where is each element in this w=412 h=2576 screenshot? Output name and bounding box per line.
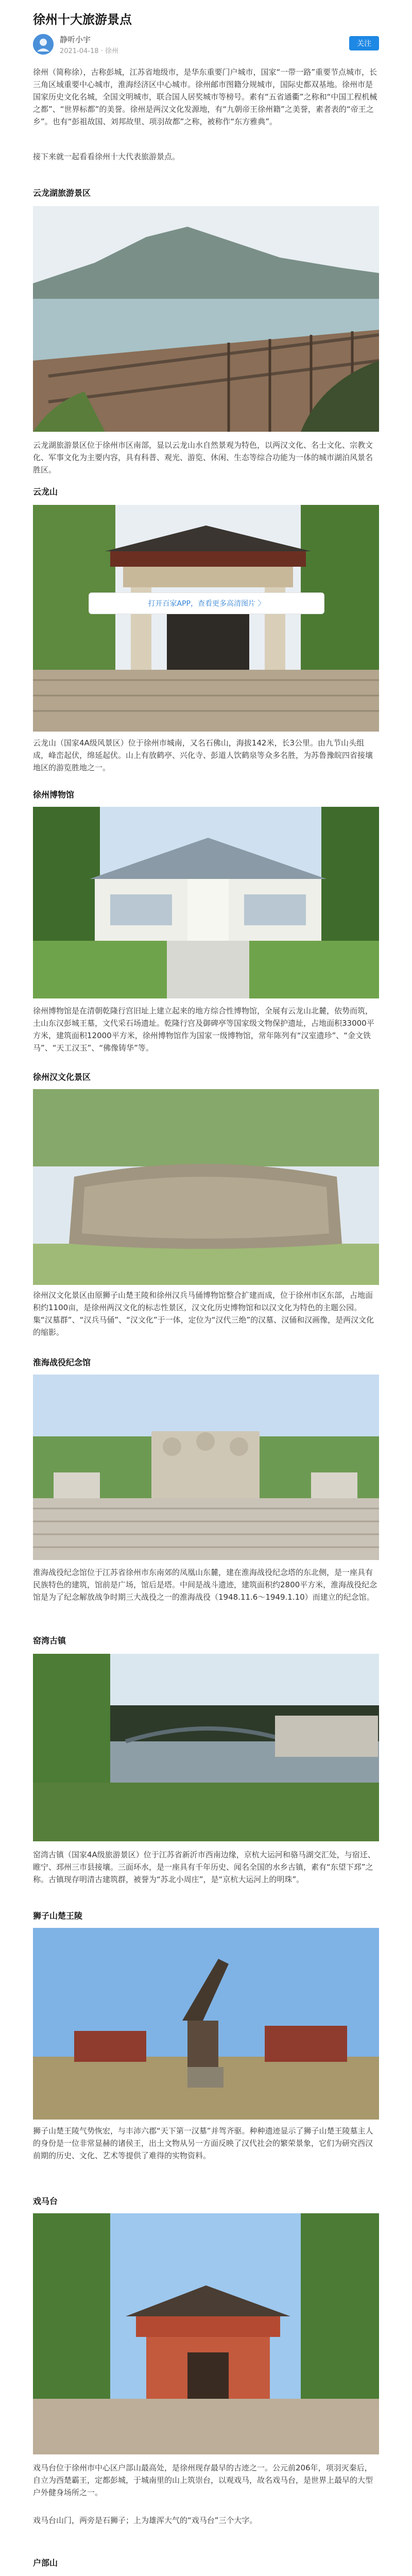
section-heading-huaihai-memorial: 淮海战役纪念馆 <box>33 1358 91 1367</box>
follow-button[interactable]: 关注 <box>349 36 379 50</box>
paragraph-han-culture: 徐州汉文化景区由原狮子山楚王陵和徐州汉兵马俑博物馆整合扩建而成，位于徐州市区东部，占地面积约1100亩，是徐州两汉文化的标志性景区，汉文化历史博物馆和以汉文化为特色的主题公园。集“汉墓群”、“汉兵马俑”、“汉文化”于一体，定位为“汉代三绝”的汉墓、汉俑和汉画像，是两汉文化的缩影。 <box>33 1291 374 1337</box>
paragraph-lion-mountain: 狮子山楚王陵气势恢宏，与丰沛六郡“天下第一汉墓”并驾齐驱。种种遗迹显示了狮子山楚王陵墓主人的身份是一位非常显赫的诸侯王，出土文物从另一方面反映了汉代社会的繁荣景象，它们为研究西汉前期的历史、文化、艺术等提供了难得的实物资料。 <box>33 2126 373 2160</box>
avatar-icon[interactable] <box>33 34 54 55</box>
section-heading-ximatai: 戏马台 <box>33 2196 58 2206</box>
paragraph-ximatai: 戏马台位于徐州市中心区户部山最高处，是徐州现存最早的古迹之一。公元前206年，项羽灭秦后，自立为西楚霸王，定都彭城，于城南里的山上筑崇台，以观戏马，故名戏马台，是世界上最早的大型户外健身场所之一。 <box>33 2463 373 2497</box>
image-huaihai-memorial <box>33 1375 379 1560</box>
section-heading-han-culture: 徐州汉文化景区 <box>33 1072 91 1082</box>
section-heading-lion-mountain: 狮子山楚王陵 <box>33 1911 83 1921</box>
paragraph-yunlong-lake: 云龙湖旅游景区位于徐州市区南部，显以云龙山水自然景观为特色，以两汉文化、名士文化、宗教文化、军事文化为主要内容，具有科普、观光、游览、休闲、生态等综合功能为一体的城市湖泊风景名胜区。 <box>33 440 373 474</box>
section-heading-hubu-mountain: 户部山 <box>33 2558 58 2568</box>
open-app-button[interactable]: 打开百家APP，查看更多高清图片 〉 <box>89 592 324 614</box>
section-heading-yunlong-mountain: 云龙山 <box>33 487 58 497</box>
author-row <box>33 33 379 58</box>
author-name[interactable]: 静听小宇 <box>60 35 91 44</box>
author-meta: 2021-04-18 · 徐州 <box>60 47 118 55</box>
image-yaowan-town <box>33 1654 379 1841</box>
paragraph-xuzhou-museum: 徐州博物馆是在清朝乾隆行宫旧址上建立起来的地方综合性博物馆，全展有云龙山北麓，依势而筑，土山东汉彭城王墓，文代采石场遗址。乾隆行宫及御碑亭等国家级文物保护遗址，占地面积33000平方米，建筑面积12000平方米，徐州博物馆作为国家一级博物馆，常年陈列有“汉室遗珍”、“金文铁马”、“天工汉玉”、“佛像铸华”等。 <box>33 1006 374 1053</box>
section-heading-xuzhou-museum: 徐州博物馆 <box>33 790 75 800</box>
intro-paragraph: 徐州（简称徐），古称彭城，江苏省地级市，是华东重要门户城市，国家“一带一路”重要节点城市，长三角区域重要中心城市，淮海经济区中心城市。徐州邮市图籍分规城市，国际史都双基地。徐州市是国家历史文化名城，全国文明城市，联合国人居奖城市等榜号。素有“五省通衢”之称和“中国工程机械之都”、“世界标都”的美誉。徐州是两汉文化发源地，有“九朝帝王徐州籍”之美誉，素者表的“帝王之乡”。也有“彭祖故国、刘邦故里、项羽故都”之称，被称作“东方雅典”。 <box>33 67 377 126</box>
image-xuzhou-museum <box>33 807 379 998</box>
article-title: 徐州十大旅游景点 <box>33 12 132 27</box>
paragraph-yaowan-town: 窑湾古镇（国家4A级旅游景区）位于江苏省新沂市西南边缘，京杭大运河和骆马湖交汇处，与宿迁、睢宁、邳州三市县接壤。三面环水，是一座具有千年历史、闻名全国的水乡古镇，素有“东望下邳”之称。古镇现存明清古建筑群，被誉为“苏北小周庄”，是“京杭大运河上的明珠”。 <box>33 1850 375 1884</box>
image-yunlong-lake <box>33 206 379 432</box>
section-heading-yunlong-lake: 云龙湖旅游景区 <box>33 188 91 198</box>
image-ximatai <box>33 2213 379 2454</box>
paragraph-yunlong-mountain: 云龙山（国家4A级风景区）位于徐州市城南，又名石佛山，海拔142米，长3公里。由九节山头组成，峰峦起伏，绵延起伏。山上有放鹤亭、兴化寺、彭道人饮鹤泉等众多名胜，为苏鲁豫皖四省接壤地区的游览胜地之一。 <box>33 738 373 772</box>
section-heading-yaowan-town: 窑湾古镇 <box>33 1636 66 1646</box>
caption-ximatai: 戏马台山门，两旁是石狮子；上为雄浑大气的“戏马台”三个大字。 <box>33 2516 258 2525</box>
paragraph-huaihai-memorial: 淮海战役纪念馆位于江苏省徐州市东南郊的凤凰山东麓，建在淮海战役纪念塔的东北侧，是一座具有民族特色的建筑，馆前是广场，馆后是塔。中间是战斗遗迹，建筑面积约2800平方米，淮海战役纪念馆是为了纪念解放战争时期三大战役之一的淮海战役（1948.11.6～1949.1.10）而建立的纪念馆。 <box>33 1568 377 1602</box>
image-han-culture <box>33 1089 379 1285</box>
image-yunlong-mountain <box>33 505 379 732</box>
lead-paragraph: 接下来就一起看看徐州十大代表旅游景点。 <box>33 152 180 161</box>
image-lion-mountain <box>33 1928 379 2120</box>
